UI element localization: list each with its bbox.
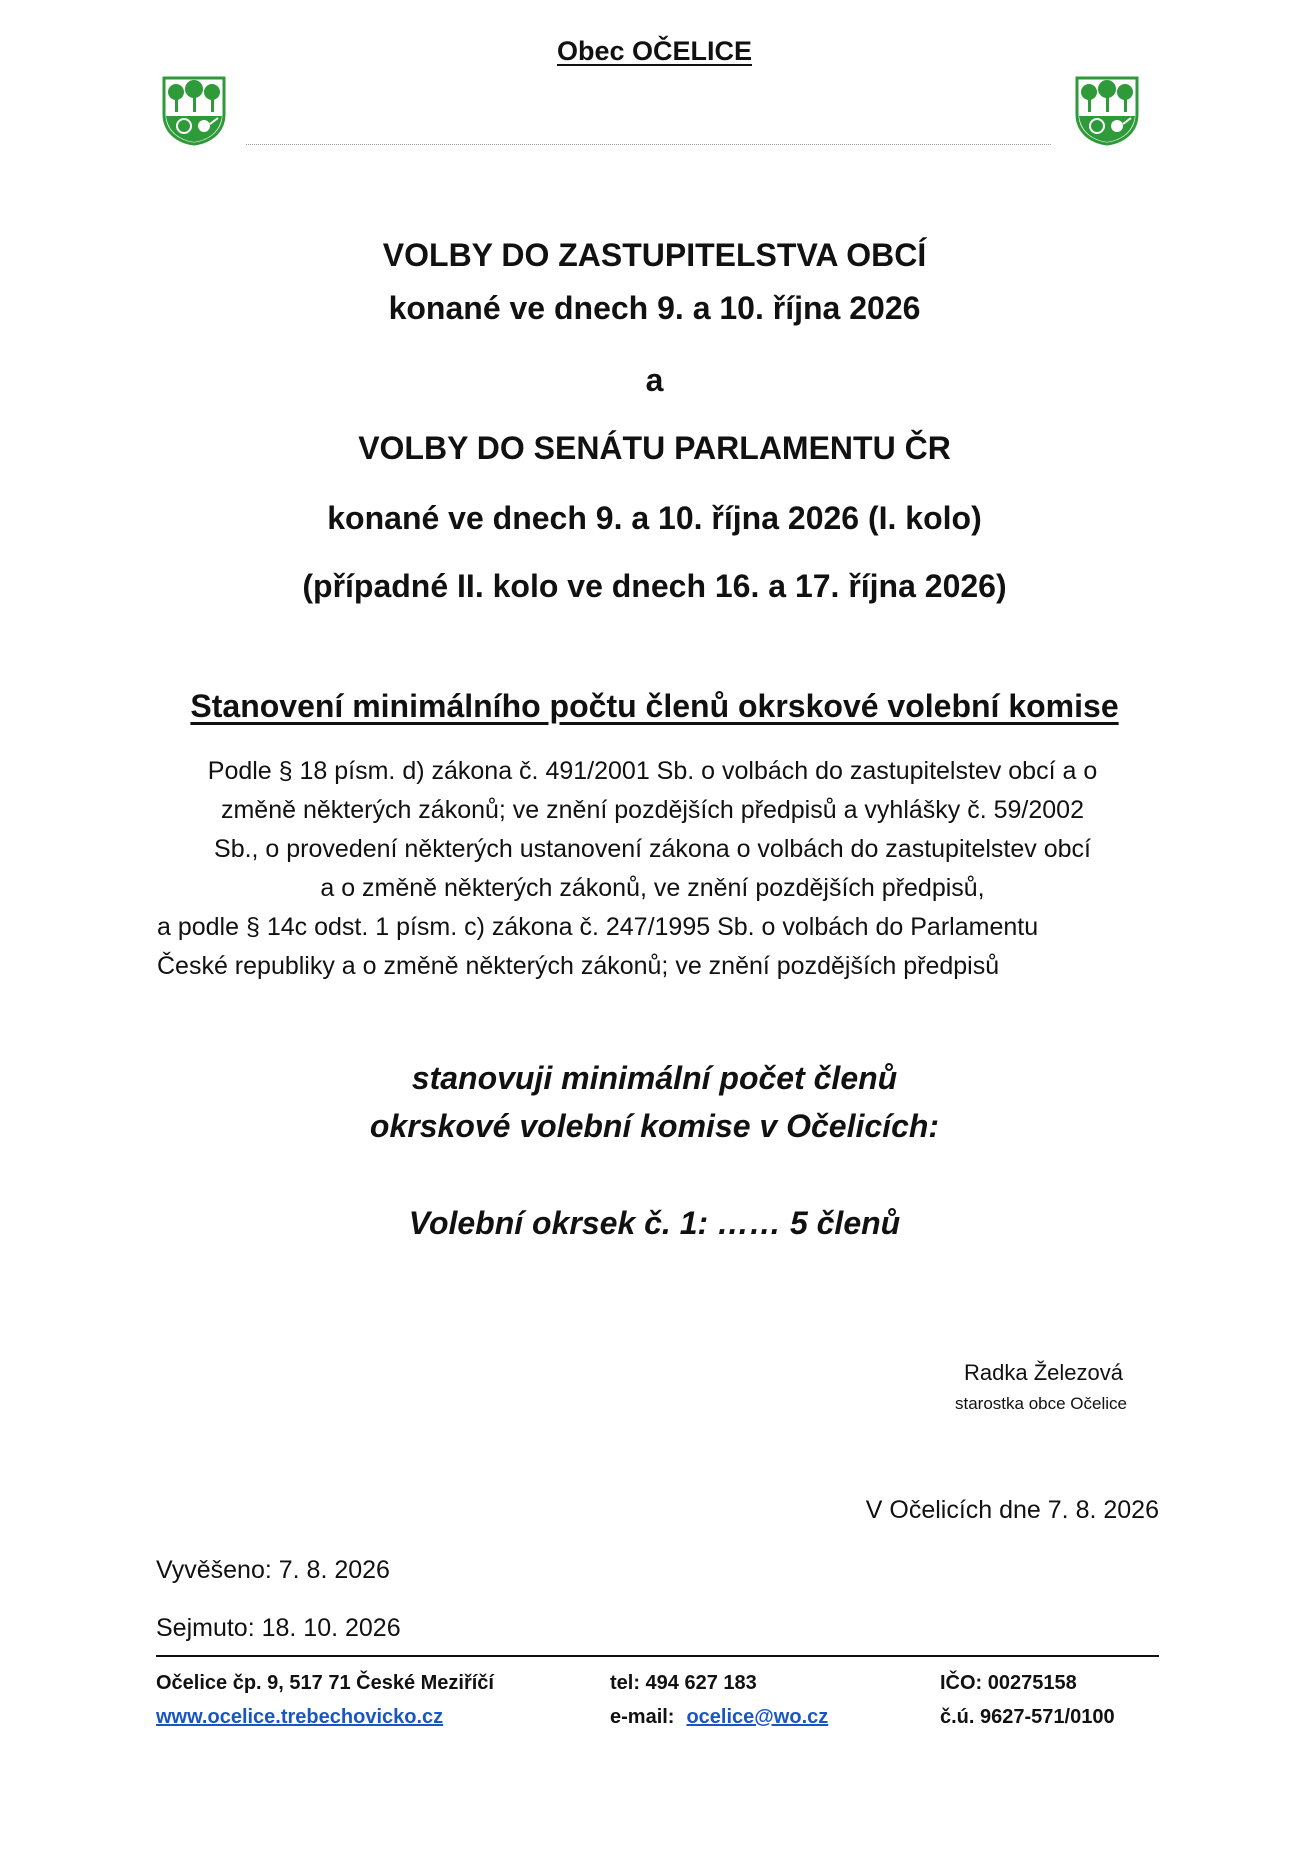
legal-line: Sb., o provedení některých ustanovení zákona o volbách do zastupitelstev obcí: [214, 835, 1091, 863]
posted-date: Vyvěšeno: 7. 8. 2026: [156, 1556, 390, 1584]
heading-conjunction: a: [645, 362, 664, 398]
signer-name: Radka Železová: [964, 1360, 1123, 1385]
website-link[interactable]: www.ocelice.trebechovicko.cz: [156, 1706, 444, 1728]
election-second-round: (případné II. kolo ve dnech 16. a 17. října 2026): [302, 568, 1007, 604]
legal-line: Podle § 18 písm. d) zákona č. 491/2001 Sb. o volbách do zastupitelstev obcí a o: [207, 757, 1098, 785]
election-dates-municipal: konané ve dnech 9. a 10. října 2026: [388, 290, 921, 326]
footer-ico: IČO: 00275158: [940, 1672, 1077, 1694]
election-heading-senate: VOLBY DO SENÁTU PARLAMENTU ČR: [358, 430, 951, 466]
email-label: e-mail:: [610, 1706, 675, 1728]
signer-role: starostka obce Očelice: [955, 1394, 1127, 1413]
email-link[interactable]: ocelice@wo.cz: [686, 1706, 829, 1728]
crest-icon: [160, 74, 228, 146]
election-dates-senate: konané ve dnech 9. a 10. října 2026 (I. kolo): [327, 500, 982, 536]
legal-line: změně některých zákonů; ve znění pozdějších předpisů a vyhlášky č. 59/2002: [220, 796, 1084, 824]
district-member-count: Volební okrsek č. 1: …… 5 členů: [408, 1205, 901, 1241]
header-divider: [246, 144, 1051, 145]
place-and-date: V Očelicích dne 7. 8. 2026: [865, 1496, 1159, 1524]
footer-phone: tel: 494 627 183: [610, 1672, 757, 1694]
crest-icon: [1073, 74, 1141, 146]
section-title: Stanovení minimálního počtu členů okrskové volební komise: [190, 688, 1119, 724]
legal-line: a podle § 14c odst. 1 písm. c) zákona č. 247/1995 Sb. o volbách do Parlamentu: [157, 913, 1039, 941]
footer-divider: [156, 1655, 1159, 1657]
election-heading-municipal: VOLBY DO ZASTUPITELSTVA OBCÍ: [382, 237, 927, 273]
footer-bank-account: č.ú. 9627-571/0100: [940, 1706, 1115, 1728]
footer-address: Očelice čp. 9, 517 71 České Meziříčí: [156, 1672, 494, 1694]
decree-line: okrskové volební komise v Očelicích:: [369, 1108, 940, 1144]
legal-basis-paragraph: [140, 752, 1165, 986]
municipality-title: Obec OČELICE: [556, 36, 753, 66]
footer-email: [610, 1706, 828, 1729]
removed-date: Sejmuto: 18. 10. 2026: [156, 1614, 401, 1642]
legal-line: a o změně některých zákonů, ve znění pozdějších předpisů,: [320, 874, 985, 902]
decree-line: stanovuji minimální počet členů: [411, 1060, 898, 1096]
legal-line: České republiky a o změně některých zákonů; ve znění pozdějších předpisů: [157, 952, 1000, 980]
